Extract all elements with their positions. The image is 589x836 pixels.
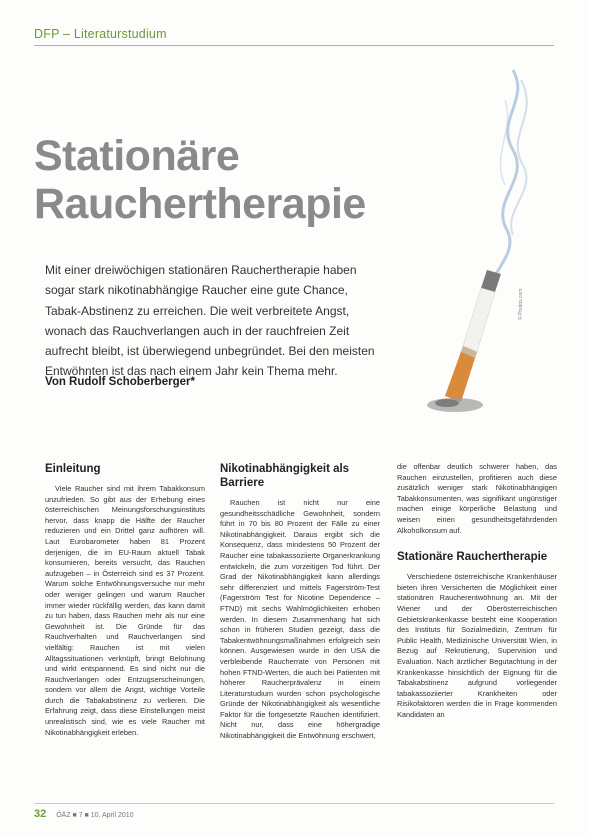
- article-author: Von Rudolf Schoberberger*: [45, 376, 195, 388]
- page-number: 32: [34, 808, 47, 820]
- col1-heading: Einleitung: [45, 463, 101, 475]
- article-title: [34, 132, 366, 228]
- publication-info: ÖÄZ ■ 7 ■ 10. April 2010: [56, 812, 134, 819]
- col3-intro: die offenbar deutlich schwerer haben, das Rauchen einzustellen, profitieren auch diese zusätzlich weniger stark Nikotinabhängigen Tabakkonsumenten, was signifikant ungünstiger machen einige körperliche Belastung und weisen einen gesundheitsgefährdenden Alkoholkonsum auf.: [397, 462, 557, 535]
- section-tag: DFP – Literaturstudium: [34, 27, 167, 41]
- page-footer: [34, 808, 134, 820]
- column-1: [45, 462, 205, 738]
- column-3: [397, 462, 557, 720]
- col1-text: Viele Raucher sind mit ihrem Tabakkonsum unzufrieden. So gibt aus der Erhebung eines österreichischen Meinungsforschungsinstituts hervor, dass knapp die Hälfte der Raucher reduzieren und ein Drittel ganz aufhören will. Laut Eurobarometer haben 81 Prozent derjenigen, die im EU-Raum aktuell Tabak konsumieren, bereits versucht, das Rauchen aufzugeben – in Österreich sind es 37 Prozent. Warum solche Entwöhnungsversuche nur mehr oder weniger gelingen und warum Raucher immer wieder rückfällig werden, das kann damit zu tun haben, dass Rauchen mehr als nur eine Gewohnheit ist. Die Gründe für das Rauchverhalten und Rauchverlangen sind vielfältig: Rauchen ist mit vielen Alltagssituationen verknüpft, bringt Belohnung und wirkt entspannend. Es sind nicht nur die Rauchverlangen oder Entzugserscheinungen, sondern vor allem die Angst, wichtige Vorteile durch die Tabakabstinenz zu verlieren. Die Erfahrung zeigt, dass diese Einstellungen meist unrealistisch sind, wie es viele Raucher mit Nikotinabhängigkeit erleben.: [45, 484, 205, 737]
- cigarette-illustration: [395, 60, 555, 420]
- photo-credit: © Photos.com: [518, 288, 524, 320]
- article-lead: Mit einer dreiwöchigen stationären Rauchertherapie haben sogar stark nikotinabhängige Raucher eine gute Chance, Tabak-Abstinenz zu erreichen. Die weit verbreitete Angst, wonach das Rauchverlangen auch in der rauchfreien Zeit aufrecht bleibt, ist überwiegend unbegründet. Bei den meisten Entwöhnten ist das nach einem Jahr kein Thema mehr.: [45, 263, 375, 379]
- cigarette-photo: [395, 60, 555, 420]
- title-line-1: Stationäre: [34, 132, 240, 180]
- col2-heading: Nikotinabhängigkeit als Barriere: [220, 463, 350, 489]
- title-line-2: Rauchertherapie: [34, 180, 366, 228]
- col3-heading: Stationäre Rauchertherapie: [397, 551, 548, 564]
- footer-divider: [34, 803, 554, 804]
- header-divider: [34, 45, 554, 46]
- column-2: [220, 462, 380, 742]
- col2-text: Rauchen ist nicht nur eine gesundheitsschädliche Gewohnheit, sondern führt in 70 bis 80 Prozent der Fälle zu einer Nikotinabhängigkeit. Daraus ergibt sich die Konsequenz, dass mindestens 50 Prozent der Raucher eine tabakassoziierte Organerkrankung entwickeln, die zum vorzeitigen Tod führt. Der Grad der Nikotinabhängigkeit kann allerdings sehr differenziert und mittels Fagerström-Test (Fagerström Test for Nicotine Dependence – FTND) mit sechs Wahlmöglichkeiten erhoben werden. In diesem Zusammenhang hat sich schon in früheren Studien gezeigt, dass die Tabakentwöhnungsmaßnahmen erfolgreich sein können. Ausgewiesen wurde in den USA die verbleibende Raucherrate von Personen mit hohen FTND-Werten, die auch bei Patienten mit höherer Raucherprävalenz in einem Literaturstudium wurden schon psychologische Gründe der Nikotinabhängigkeit als wesentliche Faktor für die fortgesetzte Rauchen identifiziert. Nicht nur, dass eine höhergradige Nikotinabhängigkeit die Entwöhnung erschwert,: [220, 498, 380, 741]
- col3-text: Verschiedene österreichische Krankenhäuser bieten ihren Versicherten die Möglichkeit einer stationären Raucherentwöhnung an. Mit der Wiener und der Oberösterreichischen Gebietskrankenkasse besteht eine Kooperation des Instituts für Sozialmedizin, Zentrum für Public Health, Medizinische Universität Wien, in Bezug auf Rekrutierung, Supervision und Evaluation. Nach ärztlicher Begutachtung in der Krankenkasse hinsichtlich der Eignung für die Tabakabstinenz aufgrund vorliegender tabakassoziierter Krankheiten oder Risikofaktoren werden die in Frage kommenden Kandidaten an: [397, 572, 557, 719]
